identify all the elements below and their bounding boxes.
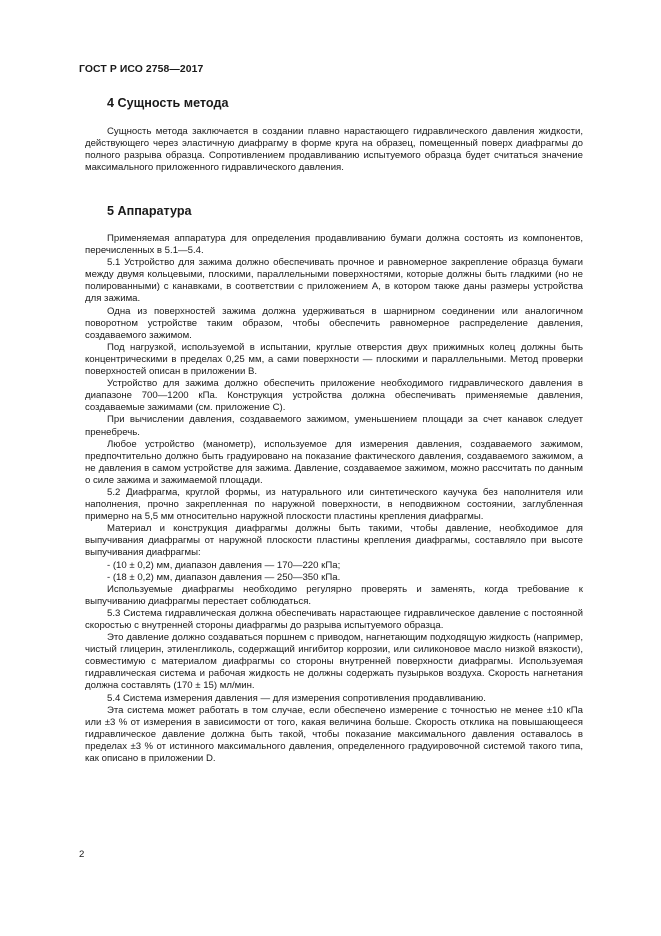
paragraph: Под нагрузкой, используемой в испытании, круглые отверстия двух прижимных колец должны быть концентрическими в пределах 0,25 мм, а сами поверхности — плоскими и параллельными. Метод проверки поверхностей описан в приложении В. <box>85 341 583 378</box>
paragraph-5-1: 5.1 Устройство для зажима должно обеспечивать прочное и равномерное закрепление образца бумаги между двумя кольцевыми, плоскими, параллельными поверхностями, которые должны быть гладкими (но не полированными) с канавками, в соответствии с приложением А, в котором также даны размеры устройства для зажима. <box>85 257 583 305</box>
paragraph: Применяемая аппаратура для определения продавливанию бумаги должна состоять из компонентов, перечисленных в 5.1—5.4. <box>85 233 583 257</box>
paragraph: Сущность метода заключается в создании плавно нарастающего гидравлического давления жидкости, действующего через эластичную диафрагму в форме круга на образец, помещенный поверх диафрагмы до полного разрыва образца. Сопротивлением продавливанию испытуемого образца будет считаться значение максимального приложенного гидравлического давления. <box>85 126 583 174</box>
page-header-doc-code: ГОСТ Р ИСО 2758—2017 <box>79 64 204 75</box>
paragraph: При вычислении давления, создаваемого зажимом, уменьшением площади за счет канавок следует пренебречь. <box>85 414 583 438</box>
paragraph: Любое устройство (манометр), используемое для измерения давления, создаваемого зажимом, предпочтительно должно быть градуировано на показание фактического давления, создаваемого зажимом, а не давления в самом устройстве для зажима. Давление, создаваемое зажимом, можно рассчитать по данным о силе зажима и зажимаемой площади. <box>85 438 583 486</box>
paragraph: Одна из поверхностей зажима должна удерживаться в шарнирном соединении или аналогичном поворотном устройстве таким образом, чтобы обеспечить равномерное распределение давления, создаваемого зажимом. <box>85 305 583 341</box>
paragraph-5-3: 5.3 Система гидравлическая должна обеспечивать нарастающее гидравлическое давление с постоянной скоростью с внутренней стороны диафрагмы до разрыва испытуемого образца. <box>85 607 583 631</box>
paragraph: Это давление должно создаваться поршнем с приводом, нагнетающим подходящую жидкость (например, чистый глицерин, этиленгликоль, содержащий ингибитор коррозии, или силиконовое масло низкой вязкости), совместимую с материалом диафрагмы со стороны внутренней поверхности диафрагмы. Используемая гидравлическая система и рабочая жидкость не должны содержать пузырьков воздуха. Скорость нагнетания должна составлять (170 ± 15) мл/мин. <box>85 632 583 692</box>
page-number: 2 <box>79 849 85 860</box>
section-4-body <box>85 126 583 174</box>
section-5-title: 5 Аппаратура <box>107 204 192 218</box>
list-item: - (10 ± 0,2) мм, диапазон давления — 170—220 кПа; <box>107 559 341 571</box>
list-item: - (18 ± 0,2) мм, диапазон давления — 250—350 кПа. <box>107 571 341 583</box>
paragraph-5-4: 5.4 Система измерения давления — для измерения сопротивления продавливанию. <box>107 692 486 704</box>
paragraph: Эта система может работать в том случае, если обеспечено измерение с точностью не менее ±10 кПа или ±3 % от измерения в зависимости от того, какая величина больше. Скорость отклика на повышающееся гидравлическое давление должна быть такой, чтобы показание максимального давления оставалось в пределах ±3 % от истинного максимального давления, определенного градуировочной системой такого типа, как описано в приложении D. <box>85 704 583 765</box>
paragraph: Используемые диафрагмы необходимо регулярно проверять и заменять, когда требование к выпучиванию диафрагмы перестает соблюдаться. <box>85 583 583 607</box>
paragraph: Материал и конструкция диафрагмы должны быть такими, чтобы давление, необходимое для выпучивания диафрагмы от наружной плоскости пластины крепления диафрагмы, составляло при высоте выпучивания диафрагмы: <box>85 523 583 559</box>
paragraph: Устройство для зажима должно обеспечить приложение необходимого гидравлического давления в диапазоне 700—1200 кПа. Конструкция устройства должна обеспечивать применяемые давления, создаваемые зажимами (см. приложение С). <box>85 378 583 414</box>
paragraph-5-2: 5.2 Диафрагма, круглой формы, из натурального или синтетического каучука без наполнителя или наполнения, прочно закрепленная по наружной поверхности, в неподвижном состоянии, заглубленная примерно на 5,5 мм относительно наружной плоскости пластины крепления диафрагмы. <box>85 486 583 523</box>
section-4-title: 4 Сущность метода <box>107 96 229 110</box>
section-5-body <box>85 233 583 765</box>
